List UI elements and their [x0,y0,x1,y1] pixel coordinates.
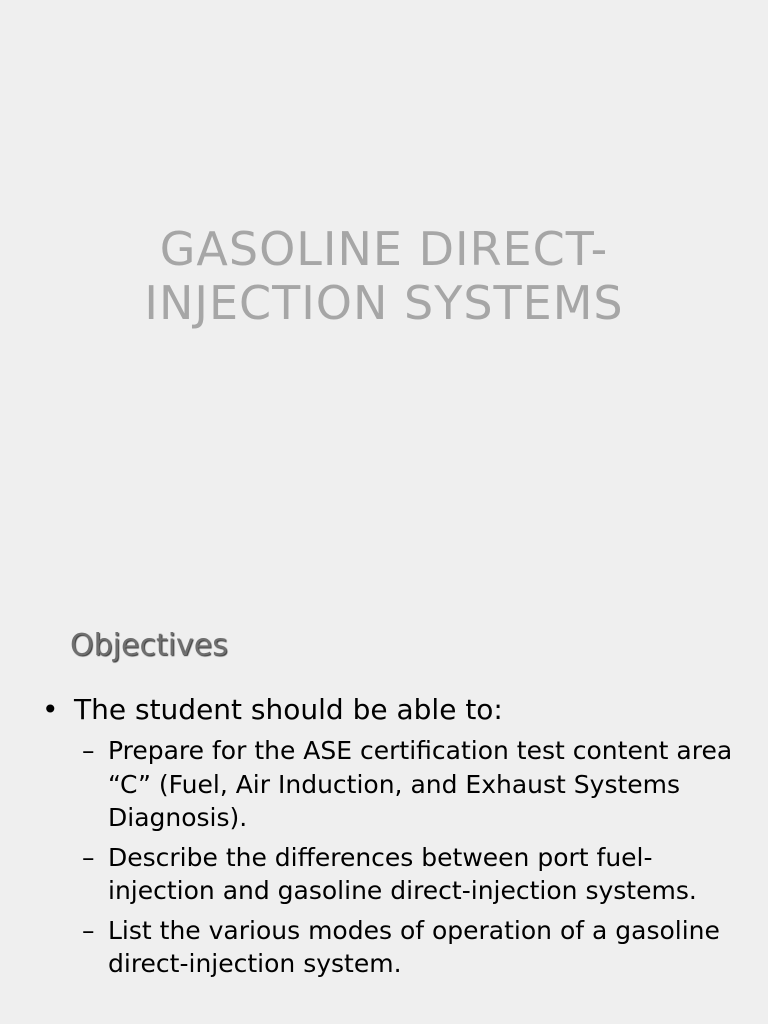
sub-item-text: Describe the differences between port fuel-injection and gasoline direct-injection systems. [108,842,697,905]
sub-list-item [82,841,742,908]
dash-marker: – [82,736,95,765]
sub-item-text: List the various modes of operation of a gasoline direct-injection system. [108,915,720,978]
bullet-text: The student should be able to: [74,693,503,726]
bullet-item [42,692,742,728]
objectives-heading: Objectives [70,628,228,663]
sub-item-text: Prepare for the ASE certification test content area “C” (Fuel, Air Induction, and Exhaust Systems Diagnosis). [108,736,733,832]
dash-marker: – [82,842,95,872]
dash-marker: – [82,915,95,945]
sub-list-item [82,914,742,981]
bullet-marker: • [42,693,59,726]
slide-title-line-1: GASOLINE DIRECT- [159,222,609,276]
sub-list-item [82,734,742,835]
slide-title [0,222,768,330]
objectives-sub-list [82,734,742,981]
slide-title-line-2: INJECTION SYSTEMS [144,276,624,330]
objectives-content [42,692,742,987]
